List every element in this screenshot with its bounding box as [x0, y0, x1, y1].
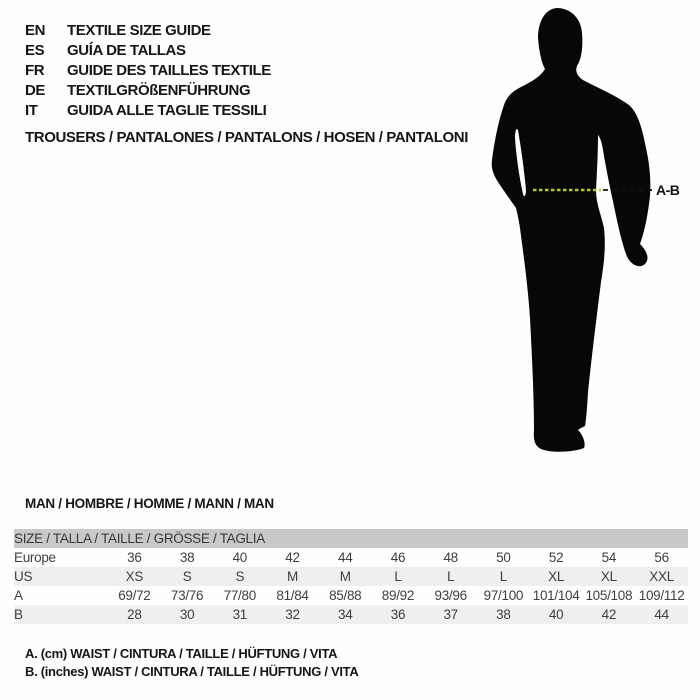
table-row-a-cm	[14, 586, 688, 605]
table-cell: 36	[390, 607, 406, 622]
table-row-europe	[14, 548, 688, 567]
table-cell: 34	[338, 607, 353, 622]
table-cell: 101/104	[532, 588, 580, 603]
table-cell: 56	[654, 550, 669, 565]
table-cell: 37	[443, 607, 458, 622]
table-cell: 40	[548, 607, 564, 622]
table-cell: 32	[285, 607, 300, 622]
size-table	[14, 529, 688, 624]
table-cell: L	[394, 569, 402, 584]
table-header-label: SIZE / TALLA / TAILLE / GRÖSSE / TAGLIA	[14, 529, 688, 548]
table-cell: 69/72	[118, 588, 151, 603]
lang-row-fr	[25, 61, 271, 81]
table-cell: XL	[548, 569, 565, 584]
lang-row-en	[25, 21, 271, 41]
row-label: Europe	[14, 550, 56, 565]
measure-label-ab: A-B	[656, 182, 680, 198]
table-cell: XS	[125, 569, 144, 584]
lang-code: IT	[25, 102, 38, 119]
table-cell: 81/84	[276, 588, 309, 603]
table-cell: 42	[285, 550, 300, 565]
language-title-block	[25, 21, 271, 121]
table-cell: 85/88	[329, 588, 362, 603]
lang-row-it	[25, 101, 271, 121]
footnote-b: B. (inches) WAIST / CINTURA / TAILLE / HÜFTUNG / VITA	[25, 664, 359, 679]
table-cell: 50	[496, 550, 511, 565]
table-cell: 52	[548, 550, 564, 565]
section-title-man: MAN / HOMBRE / HOMME / MANN / MAN	[25, 496, 274, 511]
table-cell: 93/96	[434, 588, 467, 603]
table-cell: M	[287, 569, 298, 584]
table-cell: XL	[600, 569, 617, 584]
table-cell: 30	[179, 607, 195, 622]
lang-code: EN	[25, 22, 46, 39]
lang-code: ES	[25, 42, 45, 59]
table-cell: L	[447, 569, 455, 584]
lang-label: TEXTILGRÖßENFÜHRUNG	[67, 82, 251, 99]
table-cell: 28	[127, 607, 142, 622]
man-silhouette-figure	[430, 0, 700, 470]
row-label: B	[14, 607, 23, 622]
table-cell: 44	[338, 550, 353, 565]
table-cell: M	[339, 569, 351, 584]
table-cell: 42	[601, 607, 617, 622]
table-cell: 38	[496, 607, 511, 622]
footnote-a: A. (cm) WAIST / CINTURA / TAILLE / HÜFTUNG / VITA	[25, 646, 338, 661]
table-cell: 54	[601, 550, 617, 565]
lang-label: GUIDA ALLE TAGLIE TESSILI	[67, 102, 267, 119]
lang-code: FR	[25, 62, 45, 79]
man-silhouette	[492, 8, 651, 452]
table-cell: 46	[390, 550, 406, 565]
table-cell: 105/108	[585, 588, 633, 603]
table-row-b-inches	[14, 605, 688, 624]
table-cell: 44	[654, 607, 669, 622]
row-label: US	[14, 569, 33, 584]
table-cell: 89/92	[381, 588, 415, 603]
table-cell: 36	[127, 550, 142, 565]
table-header-row	[14, 529, 688, 548]
lang-row-de	[25, 81, 271, 101]
row-label: A	[14, 588, 23, 603]
table-cell: 109/112	[638, 588, 685, 603]
table-cell: L	[499, 569, 507, 584]
lang-label: GUIDE DES TAILLES TEXTILE	[67, 62, 271, 79]
lang-code: DE	[25, 82, 46, 99]
table-cell: 97/100	[483, 588, 524, 603]
measurement-footnotes	[25, 645, 358, 681]
table-cell: 73/76	[170, 588, 204, 603]
lang-label: GUÍA DE TALLAS	[67, 42, 186, 59]
table-cell: 77/80	[223, 588, 256, 603]
table-row-us	[14, 567, 688, 586]
table-cell: S	[182, 569, 192, 584]
table-cell: S	[235, 569, 245, 584]
table-cell: XXL	[649, 569, 674, 584]
table-cell: 40	[232, 550, 247, 565]
garment-category-title: TROUSERS / PANTALONES / PANTALONS / HOSEN / PANTALONI	[25, 129, 468, 146]
table-cell: 48	[443, 550, 458, 565]
lang-label: TEXTILE SIZE GUIDE	[67, 22, 211, 39]
table-cell: 38	[179, 550, 195, 565]
table-cell: 31	[232, 607, 247, 622]
lang-row-es	[25, 41, 271, 61]
